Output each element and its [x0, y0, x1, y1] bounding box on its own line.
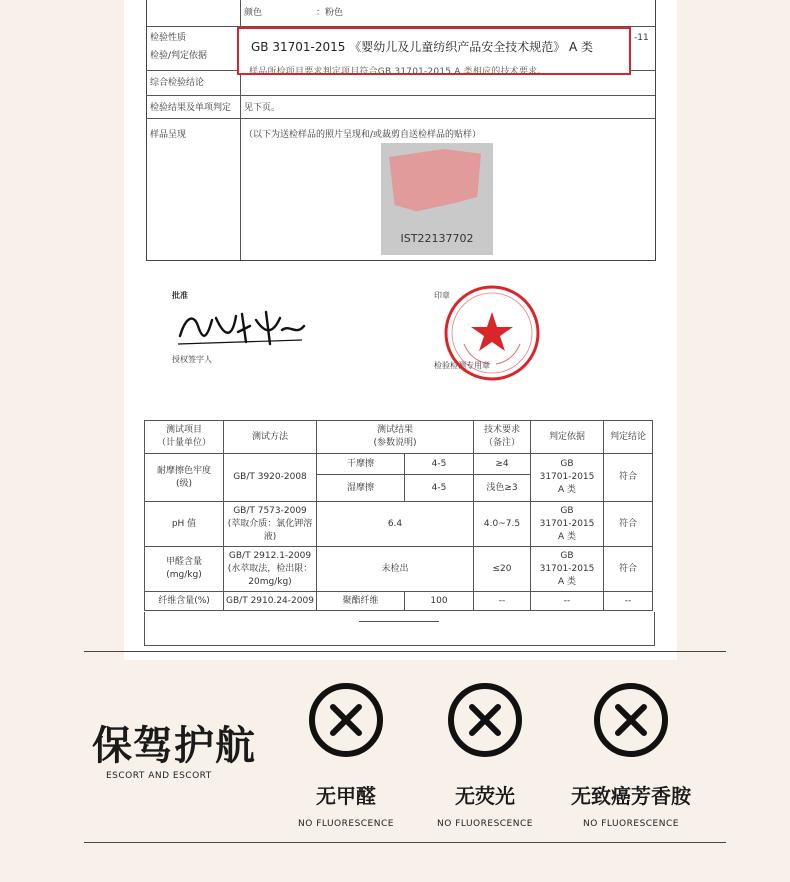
- brand-title: 保驾护航: [92, 723, 256, 769]
- table-row: [145, 592, 653, 611]
- table-row: [145, 502, 653, 547]
- cell-verdict: 符合: [604, 547, 653, 592]
- table-row: [145, 547, 653, 592]
- cell-req: ≤20: [474, 547, 531, 592]
- table-row: [145, 454, 653, 475]
- cell-sub: 聚酯纤维: [317, 592, 405, 611]
- cell-value: 4-5: [405, 475, 474, 502]
- header-basis: 判定依据: [531, 421, 604, 454]
- feature-subtitle: NO FLUORESCENCE: [437, 819, 533, 829]
- color-label: 颜色: [244, 8, 263, 18]
- cell-item: pH 值: [145, 502, 224, 547]
- cell-sub: 湿摩擦: [317, 475, 405, 502]
- standard-text: GB 31701-2015 《婴幼儿及儿童纺织产品安全技术规范》 A 类: [251, 40, 594, 54]
- feature-title: 无致癌芳香胺: [571, 784, 691, 808]
- cell-basis: --: [531, 592, 604, 611]
- signer-label: 授权签字人: [172, 355, 212, 364]
- cell-basis: GB 31701-2015 A 类: [531, 547, 604, 592]
- approve-label: 批准: [172, 291, 188, 300]
- stamp-label: 印章: [434, 291, 450, 300]
- cell-value: 100: [405, 592, 474, 611]
- feature-title: 无荧光: [455, 784, 515, 808]
- fabric-swatch: [389, 149, 481, 229]
- circle-x-icon: [306, 680, 386, 760]
- signature: [176, 306, 308, 358]
- header-requirement: 技术要求 （备注）: [474, 421, 531, 454]
- cell-item: 耐摩擦色牢度 (级): [145, 454, 224, 502]
- cell-req: 4.0~7.5: [474, 502, 531, 547]
- sample-note: （以下为送检样品的照片呈现和/或裁剪自送检样品的贴样）: [244, 130, 482, 140]
- sample-id: IST22137702: [400, 232, 474, 245]
- divider-bottom: [84, 842, 726, 843]
- header-item: 测试项目 （计量单位）: [145, 421, 224, 454]
- cell-verdict: 符合: [604, 502, 653, 547]
- cell-method: GB/T 7573-2009 (萃取介质：氯化钾溶 液): [224, 502, 317, 547]
- feature-subtitle: NO FLUORESCENCE: [583, 819, 679, 829]
- table-header-row: [145, 421, 653, 454]
- conclusion-text: 样品所检项目要求判定项目符合GB 31701-2015 A 类相应的技术要求。: [249, 67, 547, 77]
- header-verdict: 判定结论: [604, 421, 653, 454]
- brand-subtitle: ESCORT AND ESCORT: [106, 771, 212, 781]
- conclusion-label: 综合检验结论: [150, 78, 205, 88]
- result-text: 见下页。: [244, 103, 281, 113]
- sample-photo: [381, 143, 493, 255]
- feature-subtitle: NO FLUORESCENCE: [298, 819, 394, 829]
- table-footer-box: [144, 612, 655, 646]
- header-method: 测试方法: [224, 421, 317, 454]
- feature-title: 无甲醛: [316, 784, 376, 808]
- circle-x-icon: [445, 680, 525, 760]
- circle-x-icon: [591, 680, 671, 760]
- cell-method: GB/T 3920-2008: [224, 454, 317, 502]
- standard-highlight-box: [237, 27, 631, 75]
- table-footer-line: [359, 621, 439, 622]
- color-value: ：粉色: [316, 8, 344, 18]
- official-seal-icon: [434, 282, 544, 384]
- cell-basis: GB 31701-2015 A 类: [531, 454, 604, 502]
- cell-req: ≥4: [474, 454, 531, 475]
- cell-value: 4-5: [405, 454, 474, 475]
- cell-method: GB/T 2912.1-2009 (水萃取法，检出限： 20mg/kg): [224, 547, 317, 592]
- cell-item: 纤维含量(%): [145, 592, 224, 611]
- cell-verdict: --: [604, 592, 653, 611]
- result-label: 检验结果及单项判定: [150, 103, 232, 113]
- test-results-table: [144, 420, 653, 611]
- stamp-sub-label: 检验检测专用章: [434, 361, 490, 370]
- cell-req: 浅色≥3: [474, 475, 531, 502]
- inspection-basis-label: 检验/判定依据: [150, 51, 208, 61]
- cell-sub: 干摩擦: [317, 454, 405, 475]
- divider-top: [84, 651, 726, 652]
- cell-method: GB/T 2910.24-2009: [224, 592, 317, 611]
- feature-no-formaldehyde: [266, 680, 426, 829]
- cell-basis: GB 31701-2015 A 类: [531, 502, 604, 547]
- test-report-document: [124, 0, 677, 660]
- cell-verdict: 符合: [604, 454, 653, 502]
- cell-result: 6.4: [317, 502, 474, 547]
- cell-req: --: [474, 592, 531, 611]
- header-result: 测试结果 (参数说明): [317, 421, 474, 454]
- feature-no-fluorescence: [405, 680, 565, 829]
- standard-edge-text: -11: [634, 33, 649, 43]
- sample-label: 样品呈现: [150, 130, 187, 140]
- feature-no-carcinogenic-amines: [551, 680, 711, 829]
- cell-result: 未检出: [317, 547, 474, 592]
- inspection-nature-label: 检验性质: [150, 33, 187, 43]
- cell-item: 甲醛含量 (mg/kg): [145, 547, 224, 592]
